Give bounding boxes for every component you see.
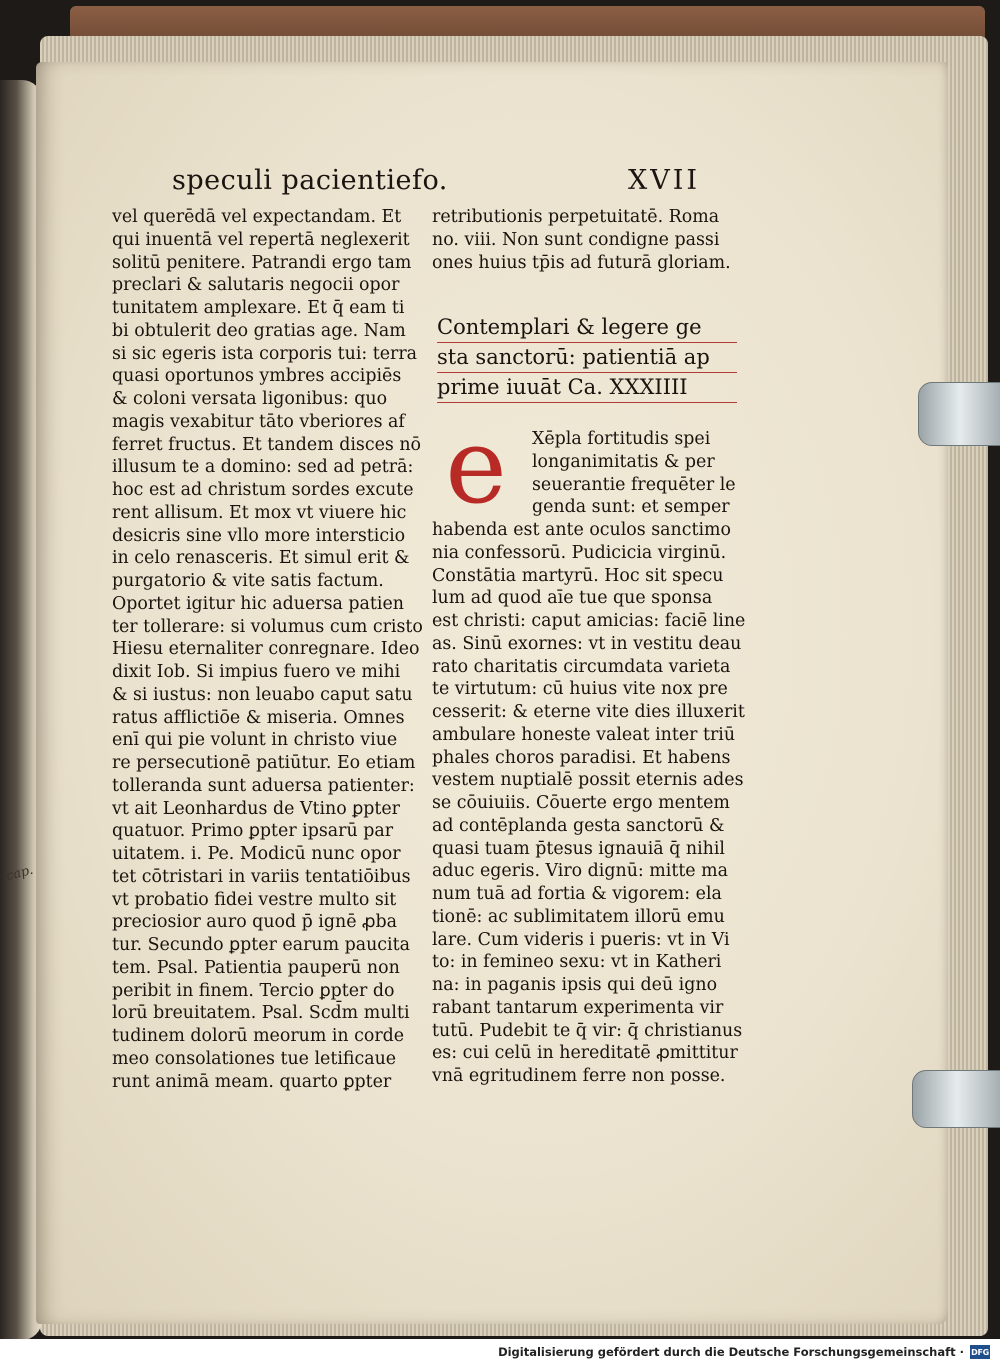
text-line: vt probatio fidei vestre multo sit: [112, 889, 397, 910]
text-line: si sic egeris ista corporis tui: terra: [112, 343, 418, 364]
text-line: desicris sine vllo more intersticio: [112, 525, 406, 546]
text-line: lare. Cum videris i pueris: vt in Vi: [432, 929, 730, 950]
text-line: lum ad quod aīe tue que sponsa: [432, 588, 713, 609]
text-line: hoc est ad christum sordes excute: [112, 480, 414, 500]
text-line: in celo renasceris. Et simul erit &: [112, 548, 410, 569]
text-line: genda sunt: et semper: [532, 497, 730, 518]
text-line: Oportet igitur hic aduersa patien: [112, 593, 404, 614]
text-line: illusum te a domino: sed ad petrā:: [112, 457, 414, 478]
text-line: Constātia martyrū. Hoc sit specu: [432, 565, 724, 586]
text-line: retributionis perpetuitatē. Roma: [432, 207, 720, 227]
text-line: tudinem dolorū meorum in corde: [112, 1026, 405, 1046]
running-head-title: speculi pacientie: [172, 165, 412, 196]
text-line: es: cui celū in hereditatē ꝓmittitur: [432, 1043, 738, 1064]
text-line: rato charitatis circumdata varieta: [432, 656, 731, 677]
right-text-column-top: [432, 206, 737, 274]
right-text-column-body: [432, 428, 745, 1088]
chapter-rubric: [437, 313, 737, 403]
page-clip-top: [918, 382, 1000, 446]
text-line: ratus afflictiōe & miseria. Omnes: [112, 707, 405, 728]
text-line: tionē: ac sublimitatem illorū emu: [432, 906, 725, 927]
decorated-initial: e: [445, 405, 507, 527]
digitization-footer: [0, 1339, 1000, 1365]
text-line: se cōuiuiis. Cōuerte ergo mentem: [432, 793, 730, 813]
text-line: quatuor. Primo ꝑpter ipsarū par: [112, 821, 394, 842]
text-line: preclari & salutaris negocii opor: [112, 275, 400, 296]
text-line: lorū breuitatem. Psal. Scd̄m multi: [112, 1003, 410, 1024]
text-line: vestem nuptialē possit eternis ades: [432, 770, 744, 791]
text-line: longanimitatis & per: [532, 451, 715, 472]
margin-annotation: cap.: [4, 862, 35, 885]
text-line: & coloni versata ligonibus: quo: [112, 389, 388, 409]
text-line: tutū. Pudebit te q̄ vir: q̄ christianus: [432, 1020, 743, 1041]
text-line: & si iustus: non leuabo caput satu: [112, 684, 413, 705]
text-line: dixit Iob. Si impius fuero ve mihi: [112, 662, 401, 682]
text-line: habenda est ante oculos sanctimo: [432, 520, 731, 540]
folio-number: XVII: [628, 165, 701, 196]
rubric-line: prime iuuāt Ca. XXXIIII: [437, 373, 737, 403]
text-line: purgatorio & vite satis factum.: [112, 571, 384, 591]
text-line: preciosior auro quod p̄ ignē ꝓba: [112, 912, 397, 933]
text-line: ferret fructus. Et tandem disces nō: [112, 434, 422, 455]
text-line: Hiesu eternaliter conregnare. Ideo: [112, 639, 420, 660]
folio-abbreviation: fo.: [412, 165, 448, 196]
text-line: qui inuentā vel repertā neglexerit: [112, 229, 410, 250]
text-line: re persecutionē patiūtur. Eo etiam: [112, 753, 416, 773]
text-line: te virtutum: cū huius vite nox pre: [432, 679, 728, 700]
text-line: quasi oportunos ymbres accipiēs: [112, 366, 402, 387]
text-line: magis vexabitur tāto vberiores af: [112, 411, 405, 432]
left-text-column: [112, 206, 422, 1093]
text-line: cesserit: & eterne vite dies illuxerit: [432, 702, 745, 722]
text-line: tolleranda sunt aduersa patienter:: [112, 775, 415, 796]
dfg-logo: DFG: [970, 1345, 990, 1359]
text-line: ter tollerare: si volumus cum cristo: [112, 616, 423, 637]
text-line: vt ait Leonhardus de Vtino ꝑpter: [112, 798, 400, 819]
text-line: as. Sinū exornes: vt in vestitu deau: [432, 633, 742, 654]
text-line: no. viii. Non sunt condigne passi: [432, 229, 720, 250]
text-line: peribit in finem. Tercio ꝑpter do: [112, 980, 395, 1001]
text-line: aduc egeris. Viro dignū: mitte ma: [432, 861, 728, 882]
text-line: na: in paganis ipsis qui deū igno: [432, 975, 718, 995]
text-line: ad contēplanda gesta sanctorū &: [432, 815, 725, 836]
text-line: seuerantie frequēter le: [532, 474, 736, 495]
text-line: rabant tantarum experimenta vir: [432, 997, 724, 1018]
text-line: bi obtulerit deo gratias age. Nam: [112, 320, 406, 341]
rubric-line: sta sanctorū: patientiā ap: [437, 343, 737, 373]
text-line: ones huius tp̄is ad futurā gloriam.: [432, 252, 731, 273]
text-line: uitatem. i. Pe. Modicū nunc opor: [112, 844, 401, 864]
text-line: tem. Psal. Patientia pauperū non: [112, 957, 400, 978]
text-line: meo consolationes tue letificaue: [112, 1048, 397, 1069]
text-line: nia confessorū. Pudicicia virginū.: [432, 542, 727, 563]
text-line: tur. Secundo ꝑpter earum paucita: [112, 935, 410, 955]
text-line: solitū penitere. Patrandi ergo tam: [112, 252, 412, 273]
text-line: runt animā meam. quarto ꝑpter: [112, 1071, 392, 1092]
text-line: enī qui pie volunt in christo viue: [112, 730, 398, 751]
text-line: vel querēdā vel expectandam. Et: [112, 207, 402, 227]
text-line: ambulare honeste valeat inter triū: [432, 724, 736, 745]
text-line: tet cōtristari in variis tentatiōibus: [112, 866, 411, 887]
text-line: est christi: caput amicias: faciē line: [432, 611, 746, 631]
text-line: Xēpla fortitudis spei: [532, 429, 711, 449]
text-line: tunitatem amplexare. Et q̄ eam ti: [112, 298, 405, 318]
text-line: rent allisum. Et mox vt viuere hic: [112, 502, 407, 523]
page-clip-bottom: [912, 1070, 1000, 1128]
rubric-line: Contemplari & legere ge: [437, 313, 737, 343]
footer-text: Digitalisierung gefördert durch die Deutsche Forschungsgemeinschaft ·: [498, 1345, 964, 1359]
text-line: to: in femineo sexu: vt in Katheri: [432, 952, 722, 973]
text-line: num tuā ad fortia & vigorem: ela: [432, 884, 722, 904]
text-line: phales choros paradisi. Et habens: [432, 747, 731, 768]
text-line: quasi tuam p̄tesus ignauiā q̄ nihil: [432, 838, 725, 859]
text-line: vnā egritudinem ferre non posse.: [432, 1066, 726, 1086]
